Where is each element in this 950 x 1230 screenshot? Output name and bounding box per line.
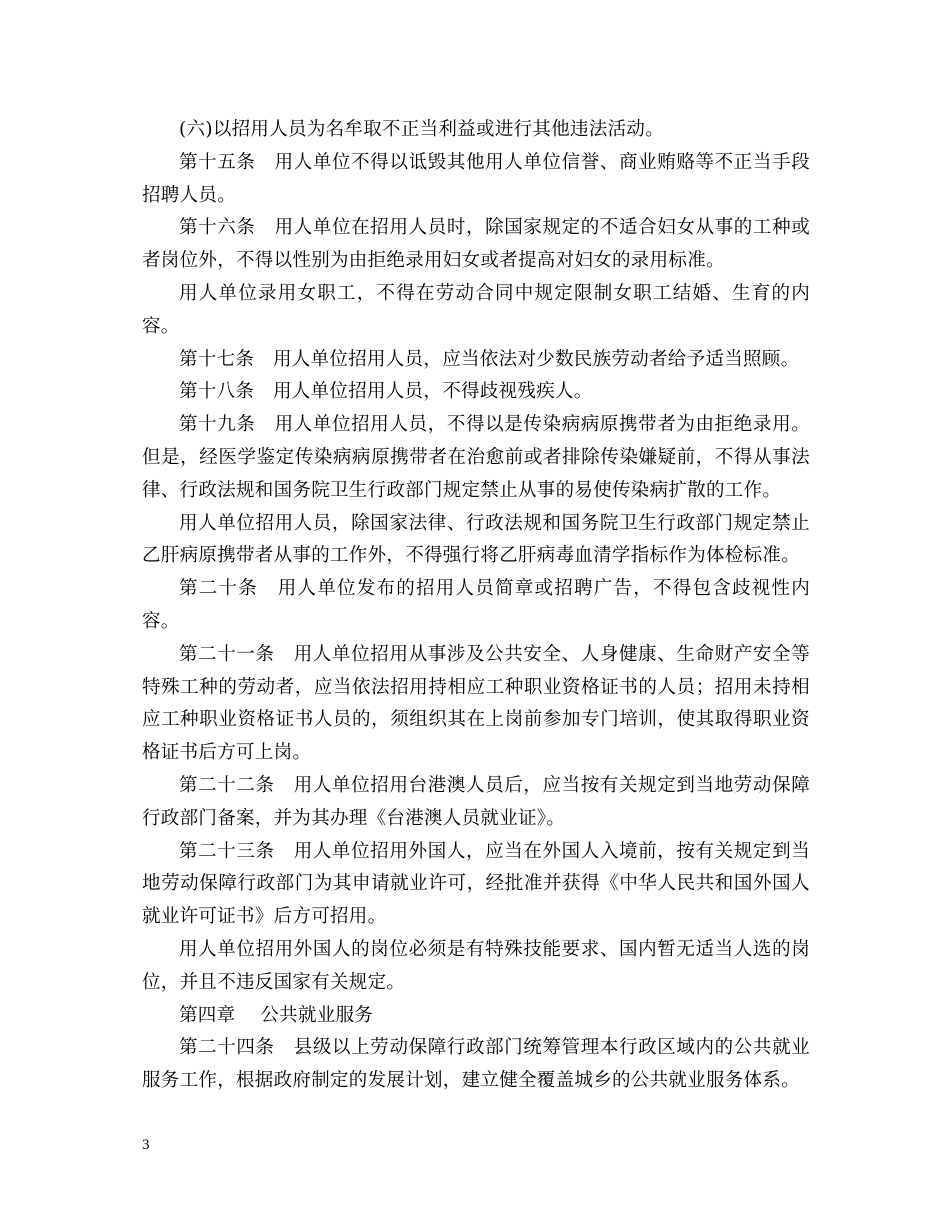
paragraph: (六)以招用人员为名牟取不正当利益或进行其他违法活动。 [179,119,665,140]
chapter-heading: 第四章 公共就业服务 [179,1004,374,1026]
paragraph: 第二十四条 县级以上劳动保障行政部门统筹管理本行政区域内的公共就业服务工作，根据政府制定的发展计划，建立健全覆盖城乡的公共就业服务体系。 [142,1037,810,1092]
page-number: 3 [142,1137,150,1153]
paragraph: 用人单位招用人员，除国家法律、行政法规和国务院卫生行政部门规定禁止乙肝病原携带者从事的工作外，不得强行将乙肝病毒血清学指标作为体检标准。 [142,512,810,567]
paragraph: 第十九条 用人单位招用人员，不得以是传染病病原携带者为由拒绝录用。但是，经医学鉴定传染病病原携带者在治愈前或者排除传染嫌疑前，不得从事法律、行政法规和国务院卫生行政部门规定禁止从事的易使传染病扩散的工作。 [142,414,810,501]
paragraph: 第十八条 用人单位招用人员，不得歧视残疾人。 [179,381,593,403]
paragraph: 第二十条 用人单位发布的招用人员简章或招聘广告，不得包含歧视性内容。 [142,578,810,632]
paragraph: 第二十二条 用人单位招用台港澳人员后，应当按有关规定到当地劳动保障行政部门备案，并为其办理《台港澳人员就业证》。 [142,774,810,829]
paragraph: 第二十一条 用人单位招用从事涉及公共安全、人身健康、生命财产安全等特殊工种的劳动者，应当依法招用持相应工种职业资格证书的人员；招用未持相应工种职业资格证书人员的，须组织其在上岗前参加专门培训，使其取得职业资格证书后方可上岗。 [142,643,810,764]
paragraph: 用人单位录用女职工，不得在劳动合同中规定限制女职工结婚、生育的内容。 [142,282,810,337]
paragraph: 第十七条 用人单位招用人员，应当依法对少数民族劳动者给予适当照顾。 [179,348,800,370]
paragraph: 第十六条 用人单位在招用人员时，除国家规定的不适合妇女从事的工种或者岗位外，不得以性别为由拒绝录用妇女或者提高对妇女的录用标准。 [142,217,810,272]
paragraph: 第十五条 用人单位不得以诋毁其他用人单位信誉、商业贿赂等不正当手段招聘人员。 [142,151,810,206]
paragraph: 用人单位招用外国人的岗位必须是有特殊技能要求、国内暂无适当人选的岗位，并且不违反国家有关规定。 [142,938,810,993]
paragraph: 第二十三条 用人单位招用外国人，应当在外国人入境前，按有关规定到当地劳动保障行政部门为其申请就业许可，经批准并获得《中华人民共和国外国人就业许可证书》后方可招用。 [142,840,810,928]
document-body [142,114,810,1098]
